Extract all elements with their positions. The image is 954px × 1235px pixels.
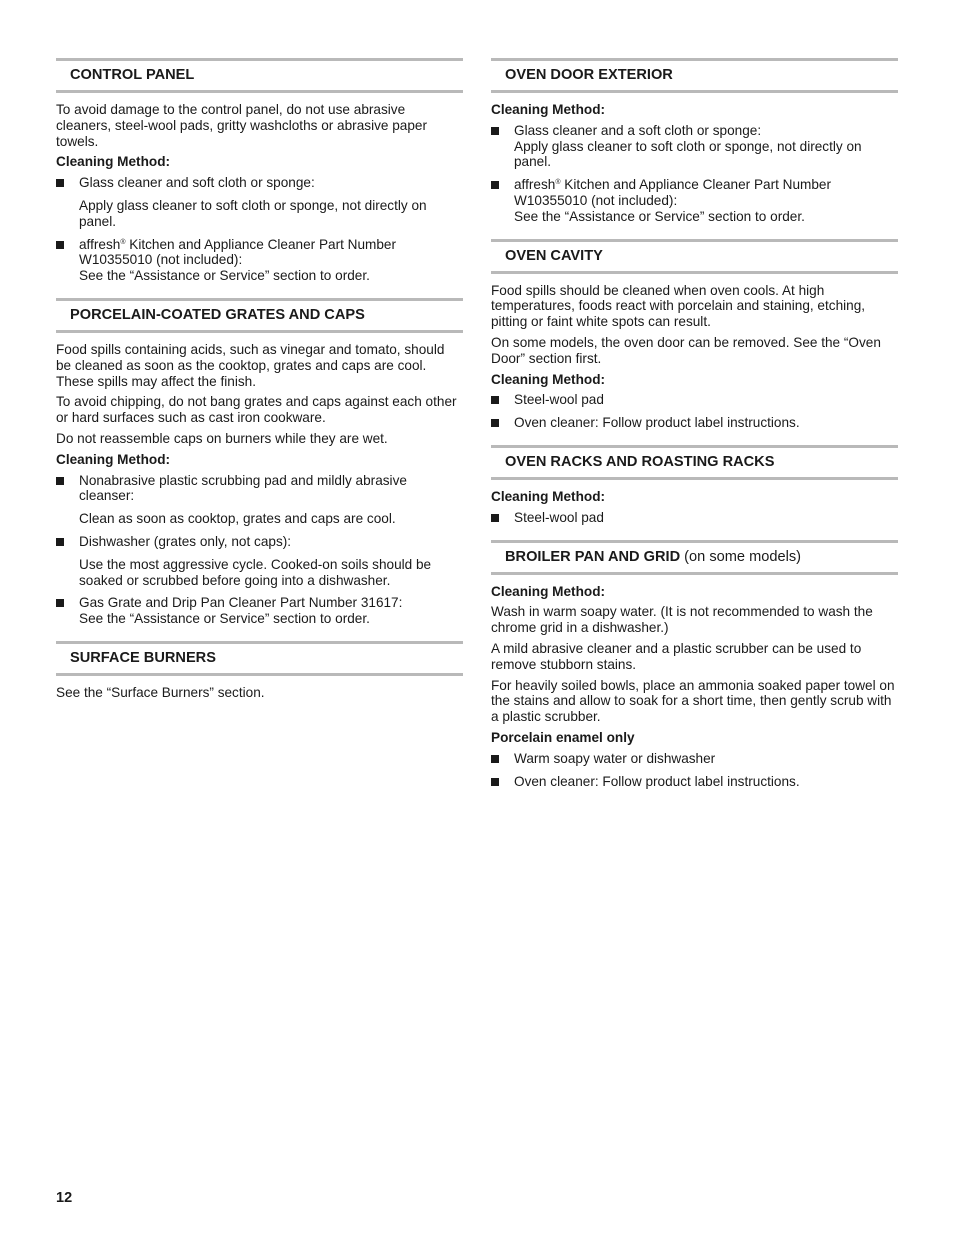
paragraph: Do not reassemble caps on burners while they are wet. [56,430,388,446]
list-item-text-rest: Kitchen and Appliance Cleaner Part Number W10355010 (not included): [514,177,832,208]
section-header [491,445,898,480]
bullet-list [491,510,898,526]
section-header [56,298,463,333]
list-item-text: Nonabrasive plastic scrubbing pad and mildly abrasive cleanser: [79,472,407,504]
square-bullet-icon [491,778,499,786]
bullet-list [491,392,898,431]
cleaning-method-label: Cleaning Method: [491,583,606,599]
brand-name: affresh [79,236,121,252]
list-item [491,123,898,170]
list-item-text: Oven cleaner: Follow product label instructions. [514,773,800,789]
section-title: OVEN CAVITY [505,247,603,264]
cleaning-method-label: Cleaning Method: [491,102,606,117]
section-title: CONTROL PANEL [70,67,195,83]
page-number: 12 [56,1190,73,1206]
oven-door-exterior-section [491,58,898,225]
list-item-text: Steel-wool pad [514,509,604,525]
list-item [491,751,898,767]
square-bullet-icon [56,538,64,546]
square-bullet-icon [56,477,64,485]
section-title-main: BROILER PAN AND GRID [505,548,681,565]
porcelain-grates-section [56,298,463,627]
square-bullet-icon [491,755,499,763]
square-bullet-icon [491,127,499,135]
list-item-text: Oven cleaner: Follow product label instructions. [514,415,800,431]
bullet-list [56,175,463,284]
square-bullet-icon [491,419,499,427]
list-item-note: Clean as soon as cooktop, grates and caps are cool. [79,511,396,527]
list-item [56,534,463,588]
list-item [56,473,463,527]
left-column [56,58,463,715]
oven-cavity-section [491,239,898,431]
list-item [491,415,898,431]
list-item-text: Glass cleaner and soft cloth or sponge: [79,175,315,191]
square-bullet-icon [491,396,499,404]
paragraph: See the “Surface Burners” section. [56,684,265,700]
bullet-list [56,473,463,627]
porcelain-enamel-label: Porcelain enamel only [491,729,635,745]
section-title: PORCELAIN-COATED GRATES AND CAPS [70,306,365,323]
section-header [491,239,898,274]
paragraph: To avoid chipping, do not bang grates and caps against each other or hard surfaces such as cast iron cookware. [56,394,457,426]
list-item-text: Steel-wool pad [514,392,604,408]
list-item-note: Apply glass cleaner to soft cloth or sponge, not directly on panel. [79,197,427,229]
square-bullet-icon [491,181,499,189]
list-item-text: Gas Grate and Drip Pan Cleaner Part Number 31617: [79,595,403,611]
list-item-text-line2: See the “Assistance or Service” section to order. [514,208,805,224]
list-item-text-line2: See the “Assistance or Service” section to order. [79,611,370,627]
section-header [491,58,898,93]
section-title-sub: (on some models) [680,548,801,565]
paragraph: On some models, the oven door can be removed. See the “Oven Door” section first. [491,334,881,366]
cleaning-method-label: Cleaning Method: [56,154,171,170]
list-item-text-rest: Kitchen and Appliance Cleaner Part Number W10355010 (not included): [79,236,397,268]
bullet-list [491,123,898,225]
list-item-text: Warm soapy water or dishwasher [514,750,716,766]
section-title: OVEN DOOR EXTERIOR [505,67,673,83]
list-item-text-line2: See the “Assistance or Service” section to order. [79,268,370,284]
cleaning-method-label: Cleaning Method: [491,371,606,387]
list-item-text-line2: Apply glass cleaner to soft cloth or sponge, not directly on panel. [514,138,862,170]
list-item [56,237,463,284]
brand-name: affresh [514,177,556,193]
square-bullet-icon [56,599,64,607]
control-panel-section [56,58,463,284]
cleaning-method-label: Cleaning Method: [491,488,606,504]
square-bullet-icon [491,514,499,522]
oven-racks-section [491,445,898,526]
list-item [56,595,463,627]
bullet-list [491,751,898,790]
right-column [491,58,898,803]
registered-mark: ® [555,179,561,187]
section-header [56,641,463,676]
square-bullet-icon [56,179,64,187]
paragraph: Wash in warm soapy water. (It is not recommended to wash the chrome grid in a dishwasher.) [491,604,873,636]
section-header [491,540,898,575]
square-bullet-icon [56,241,64,249]
paragraph: To avoid damage to the control panel, do not use abrasive cleaners, steel-wool pads, gritty washcloths or abrasive paper towels. [56,102,427,149]
section-title: SURFACE BURNERS [70,649,216,666]
list-item-text: Glass cleaner and a soft cloth or sponge: [514,122,762,138]
section-title: OVEN RACKS AND ROASTING RACKS [505,453,775,470]
list-item-text: Dishwasher (grates only, not caps): [79,533,292,549]
surface-burners-section [56,641,463,701]
registered-mark: ® [120,238,126,246]
paragraph: For heavily soiled bowls, place an ammonia soaked paper towel on the stains and allow to soak for a short time, then gently scrub with a plastic scrubber. [491,677,895,725]
section-title [505,549,898,566]
list-item-text [79,237,463,269]
list-item [491,510,898,526]
section-header [56,58,463,93]
paragraph: Food spills containing acids, such as vinegar and tomato, should be cleaned as soon as the cooktop, grates and caps are cool. These spills may affect the finish. [56,341,445,389]
paragraph: Food spills should be cleaned when oven cools. At high temperatures, foods react with porcelain and staining, etching, pitting or faint white spots can result. [491,282,866,330]
list-item-note: Use the most aggressive cycle. Cooked-on soils should be soaked or scrubbed before going into a dishwasher. [79,556,432,588]
list-item [56,175,463,229]
list-item [491,774,898,790]
paragraph: A mild abrasive cleaner and a plastic scrubber can be used to remove stubborn stains. [491,640,862,672]
list-item [491,177,898,224]
list-item-text [514,177,898,209]
list-item [491,392,898,408]
broiler-pan-section [491,540,898,790]
cleaning-method-label: Cleaning Method: [56,451,171,467]
